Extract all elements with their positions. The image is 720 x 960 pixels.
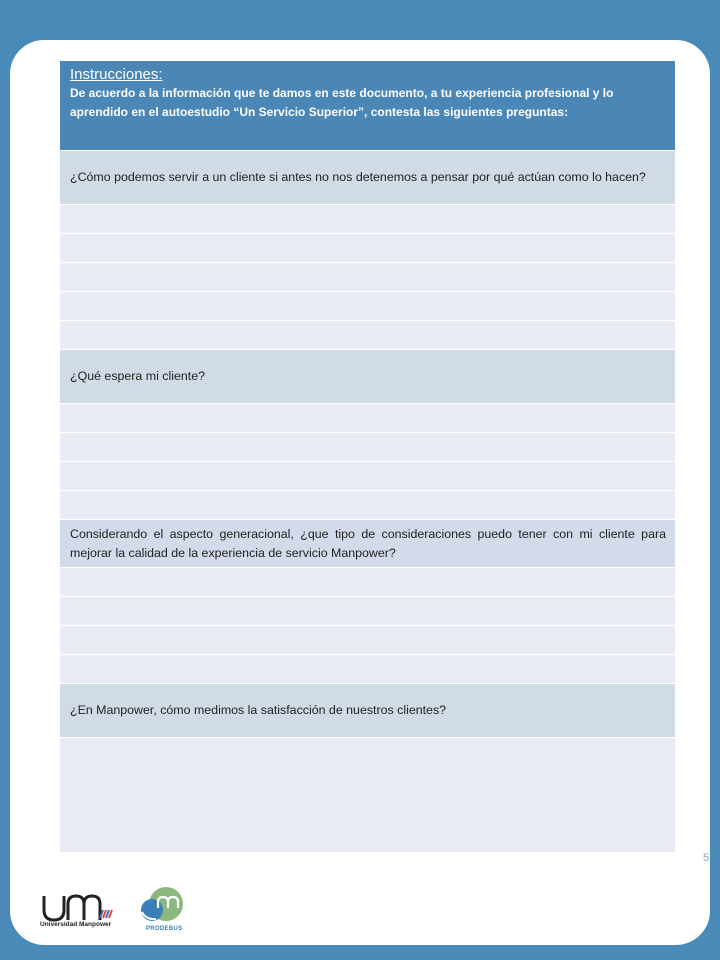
answer-row[interactable] — [60, 655, 675, 684]
question-row — [60, 520, 675, 568]
questionnaire-table — [60, 61, 675, 852]
universidad-manpower-label: Universidad Manpower — [40, 921, 112, 928]
question-row — [60, 151, 675, 205]
answer-row[interactable] — [60, 462, 675, 491]
answer-row[interactable] — [60, 234, 675, 263]
instructions-text: De acuerdo a la información que te damos en este documento, a tu experiencia profesional y lo aprendido en el autoestudio “Un Servicio Superior”, contesta las siguientes preguntas: — [70, 86, 614, 119]
answer-row[interactable] — [60, 626, 675, 655]
prodebus-label: PRODEBUS — [146, 926, 183, 932]
prodebus-logo-icon — [136, 886, 188, 926]
answer-row[interactable] — [60, 433, 675, 462]
question-text: Considerando el aspecto generacional, ¿que tipo de consideraciones puedo tener con mi cliente para mejorar la calidad de la experiencia de servicio Manpower? — [70, 526, 666, 560]
question-row — [60, 684, 675, 738]
answer-area[interactable] — [60, 738, 675, 852]
question-text: ¿Cómo podemos servir a un cliente si antes no nos detenemos a pensar por qué actúan como lo hacen? — [70, 170, 646, 184]
answer-row[interactable] — [60, 205, 675, 234]
answer-row[interactable] — [60, 597, 675, 626]
answer-row[interactable] — [60, 568, 675, 597]
answer-row[interactable] — [60, 263, 675, 292]
question-text: ¿Qué espera mi cliente? — [70, 369, 205, 383]
answer-row[interactable] — [60, 292, 675, 321]
instructions-header — [60, 61, 675, 151]
answer-row[interactable] — [60, 404, 675, 433]
question-row — [60, 350, 675, 404]
page-number: 5 — [703, 852, 710, 864]
answer-row[interactable] — [60, 321, 675, 350]
instructions-title: Instrucciones: — [70, 66, 163, 83]
answer-row[interactable] — [60, 491, 675, 520]
document-page — [10, 40, 710, 945]
question-text: ¿En Manpower, cómo medimos la satisfacción de nuestros clientes? — [70, 703, 447, 717]
